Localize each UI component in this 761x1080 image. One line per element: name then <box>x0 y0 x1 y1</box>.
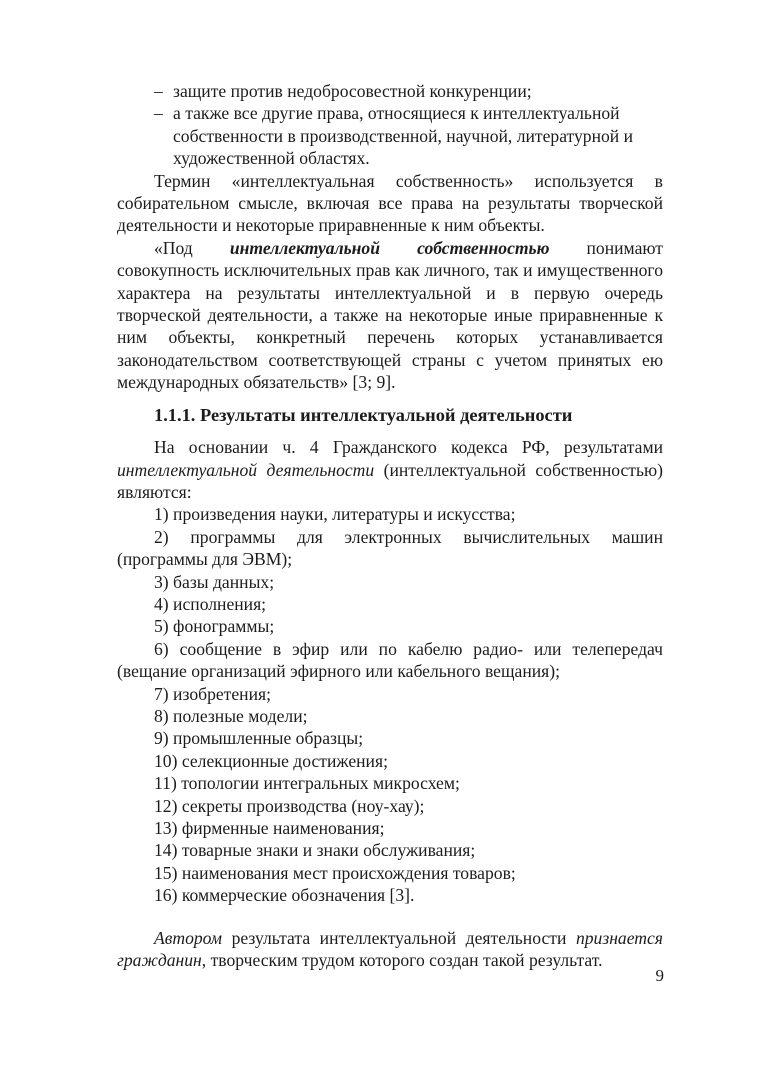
intro-before: На основании ч. 4 Гражданского кодекса РФ, результатами <box>154 437 663 458</box>
bullet-dash: – <box>154 103 163 124</box>
paragraph-quote <box>117 237 663 394</box>
list-item: 12) секреты производства (ноу-хау); <box>154 795 425 816</box>
closing-emphasis-citizen: признается гражданин <box>117 927 663 971</box>
list-item: 6) сообщение в эфир или по кабелю радио- или телепередач (вещание организаций эфирного или кабельного вещания); <box>117 638 663 682</box>
list-item: 13) фирменные наименования; <box>154 818 385 838</box>
quote-after: понимают совокупность исключительных прав как личного, так и имущественного характера на результаты интеллектуальной и в первую очередь творческой деятельности, а также на некоторые иные приравненные к ним объекты, конкретный перечень которых устанавливается законодательством соответствующей страны с учетом принятых ею международных обязательств» [3; 9]. <box>117 237 663 393</box>
list-item: 1) произведения науки, литературы и искусства; <box>154 504 516 525</box>
page-number: 9 <box>655 966 664 985</box>
list-item: 3) базы данных; <box>154 571 275 592</box>
list-item: 16) коммерческие обозначения [3]. <box>154 885 415 906</box>
list-item: 15) наименования мест происхождения товаров; <box>154 862 516 883</box>
quote-before: «Под <box>154 237 230 258</box>
list-item: 14) товарные знаки и знаки обслуживания; <box>154 840 476 861</box>
paragraph-closing <box>117 927 663 972</box>
list-item: 4) исполнения; <box>154 593 267 614</box>
list-item: 9) промышленные образцы; <box>154 728 364 749</box>
closing-mid: результата интеллектуальной деятельности <box>222 927 576 948</box>
paragraph-intro <box>117 436 663 503</box>
intro-emphasis: интеллектуальной деятельности <box>117 459 375 480</box>
list-item: 10) селекционные достижения; <box>154 750 388 771</box>
paragraph-term: Термин «интеллектуальная собственность» используется в собирательном смысле, включая все права на результаты творческой деятельности и некоторые приравненные к ним объекты. <box>117 170 663 236</box>
bullet-text: а также все другие права, относящиеся к интеллектуальной собственности в производственной, научной, литературной и художественной областях. <box>173 103 634 169</box>
list-item: 2) программы для электронных вычислительных машин (программы для ЭВМ); <box>117 526 663 570</box>
bullet-item <box>117 80 663 102</box>
intro-after: (интеллектуальной собственностью) являются: <box>117 459 663 502</box>
list-item: 7) изобретения; <box>154 683 271 704</box>
page-text <box>117 80 663 971</box>
bullet-text: защите против недобросовестной конкуренции; <box>173 81 532 101</box>
closing-end: , творческим трудом которого создан такой результат. <box>201 950 603 971</box>
list-item: 11) топологии интегральных микросхем; <box>154 773 460 794</box>
section-heading: 1.1.1. Результаты интеллектуальной деятельности <box>154 404 573 425</box>
bullet-item <box>117 102 663 169</box>
list-item: 8) полезные модели; <box>154 705 308 726</box>
bullet-dash: – <box>154 81 163 101</box>
quote-emphasis: интеллектуальной собственностью <box>229 237 550 258</box>
closing-emphasis-author: Автором <box>154 927 223 948</box>
list-item: 5) фонограммы; <box>154 616 275 637</box>
